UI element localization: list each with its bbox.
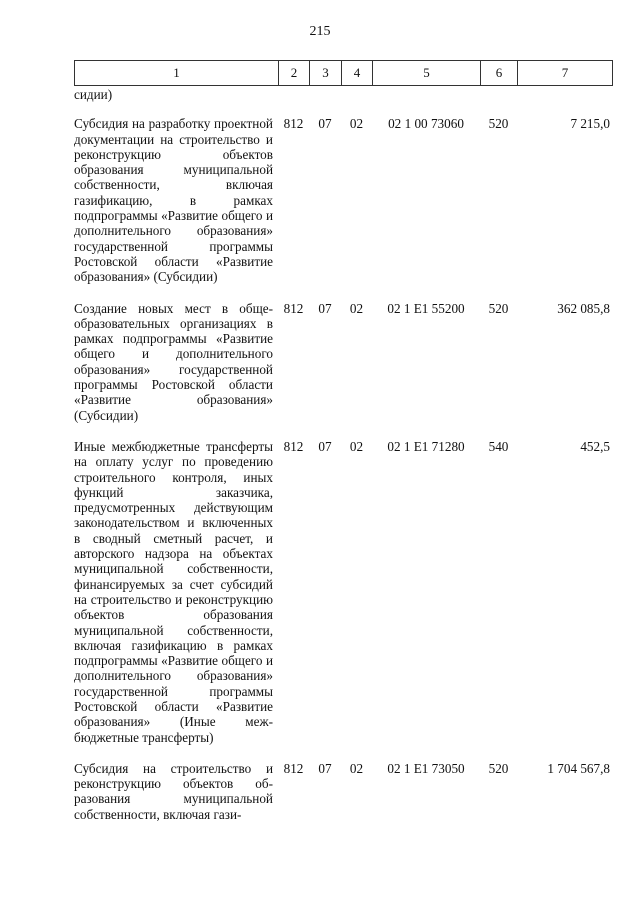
continuation-text: сидии) [74,87,113,102]
column-header-4: 4 [342,61,373,86]
row-description: Иные межбюджетные трансферты на оплату услуг по проведению строительного контроля, иных функций заказчика, предусмотренных действующим законодательством и включенных в сводный сметный расчет, и авторского надзора на объектах муниципальной собственности, финансируемых за счет субсидий на строительство и реконструкцию объектов образования муниципальной собственности, включая газификацию в рамках подпрограммы «Развитие общего и дополнительного образования» государственной программы Ростовской области «Развитие образования» (Иные межбюджетные трансферты) [74,438,273,745]
row-col4: 02 [349,438,364,454]
row-col7: 1 704 567,8 [547,760,610,776]
column-header-6: 6 [481,61,518,86]
column-header-3: 3 [310,61,342,86]
row-description: Субсидия на строительство и реконструкцию объектов образования муниципальной собственности, включая гази- [74,760,273,822]
row-col5: 02 1 E1 73050 [387,760,465,776]
column-header-2: 2 [279,61,310,86]
budget-table [74,87,612,838]
row-col7: 362 085,8 [557,300,610,316]
row-col5: 02 1 E1 55200 [387,300,465,316]
row-col2: 812 [283,116,304,132]
row-col7: 452,5 [580,438,610,454]
column-header-row [75,61,613,86]
row-col7: 7 215,0 [570,116,610,132]
continuation-row [74,87,612,116]
row-col4: 02 [349,300,364,316]
row-col2: 812 [283,760,304,776]
column-header-1: 1 [75,61,279,86]
table-row [74,301,612,439]
table-row [74,116,612,300]
row-description: Создание новых мест в общеобразовательных организациях в рамках подпрограммы «Развитие общего и дополнительного образования» государственной программы Ростовской области «Развитие образования» (Субсидии) [74,300,273,423]
row-col2: 812 [283,438,304,454]
row-col6: 520 [488,116,509,132]
row-col6: 540 [488,438,509,454]
row-col4: 02 [349,760,364,776]
column-header-7: 7 [518,61,613,86]
row-col6: 520 [488,760,509,776]
table-row [74,439,612,761]
row-col5: 02 1 E1 71280 [387,438,465,454]
page-number: 215 [309,24,331,39]
row-col5: 02 1 00 73060 [388,116,464,132]
row-description: Субсидия на разработку проектной документации на строительство и реконструкцию объектов образования муниципальной собственности, включая газификацию, в рамках подпрограммы «Развитие общего и дополнительного образования» государственной программы Ростовской области «Развитие образования» (Субсидии) [74,116,273,285]
row-col3: 07 [318,116,332,132]
column-header-table [74,60,613,86]
row-col6: 520 [488,300,509,316]
row-col4: 02 [349,116,364,132]
row-col3: 07 [318,438,332,454]
row-col3: 07 [318,300,332,316]
row-col2: 812 [283,300,304,316]
table-row [74,761,612,838]
column-header-5: 5 [373,61,481,86]
row-col3: 07 [318,760,332,776]
